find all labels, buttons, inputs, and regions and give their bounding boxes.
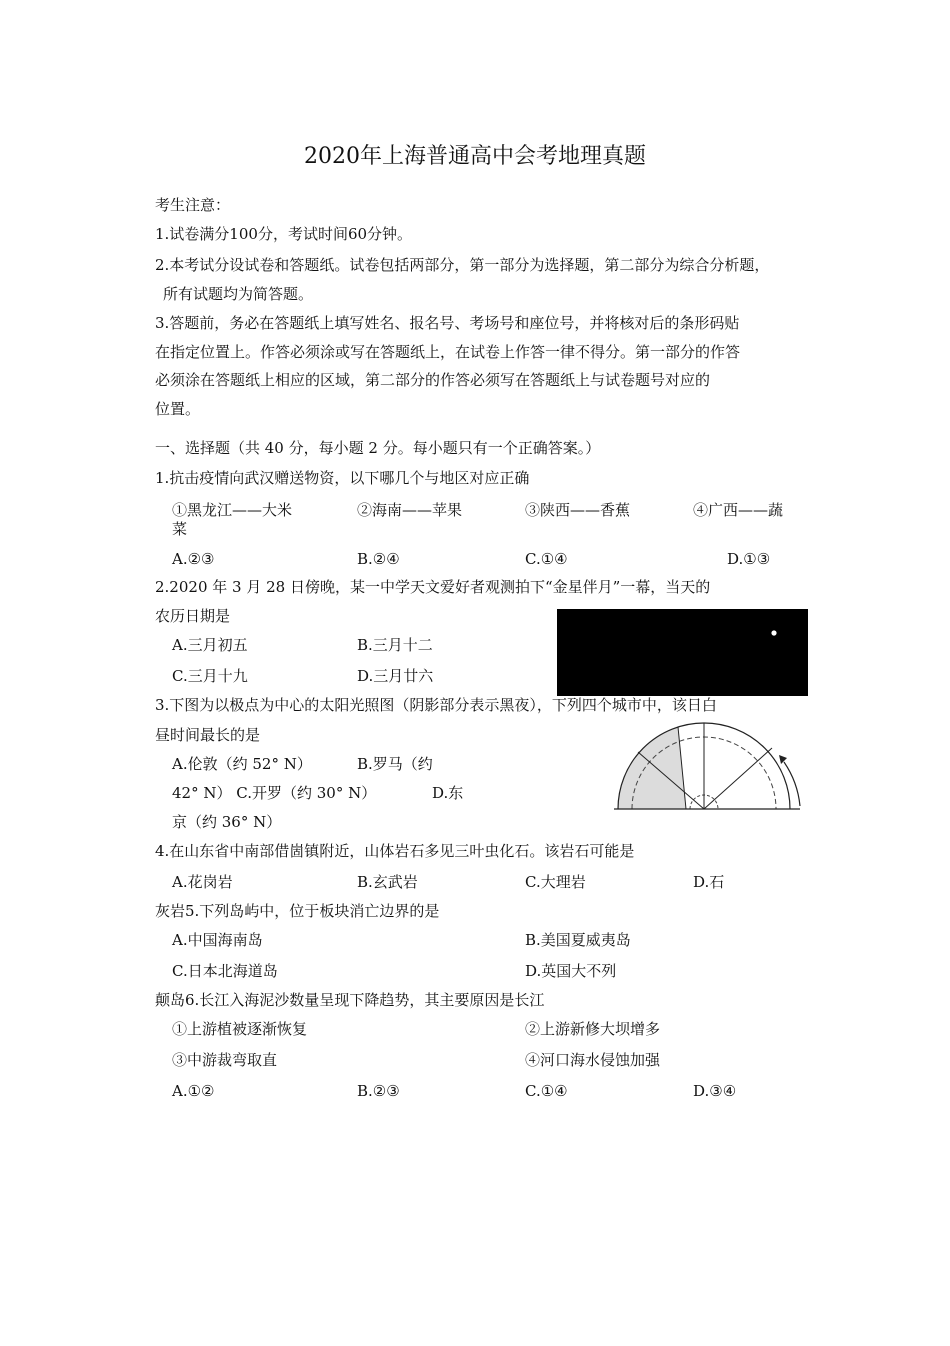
q4-option-c: C.大理岩	[525, 873, 586, 891]
q1-option-d: D.①③	[727, 550, 771, 568]
q2-option-c: C.三月十九	[172, 667, 248, 685]
q2-stem-line-1: 2.2020 年 3 月 28 日傍晚，某一中学天文爱好者观测拍下“金星伴月”一幕，当天的	[155, 578, 711, 596]
q4-stem: 4.在山东省中南部借崮镇附近，山体岩石多见三叶虫化石。该岩石可能是	[155, 842, 635, 860]
rotation-arrow-icon	[779, 755, 787, 764]
q5-option-c: C.日本北海道岛	[172, 962, 278, 980]
q3-stem-line-1: 3.下图为以极点为中心的太阳光照图（阴影部分表示黑夜），下列四个城市中，该日白	[155, 696, 717, 714]
q3-option-d-wrap: 京（约 36° N）	[172, 813, 282, 831]
page-title: 2020年上海普通高中会考地理真题	[304, 144, 646, 169]
meridian-right	[704, 748, 772, 809]
notice-item-1: 1.试卷满分100分，考试时间60分钟。	[155, 225, 413, 243]
q3-option-b: B.罗马（约	[357, 755, 433, 773]
q6-item-4: ④河口海水侵蚀加强	[525, 1051, 661, 1069]
polar-illumination-svg	[612, 718, 806, 814]
crescent-moon	[616, 649, 637, 678]
q6-item-3: ③中游裁弯取直	[172, 1051, 278, 1069]
section-1-heading: 一、选择题（共 40 分，每小题 2 分。每小题只有一个正确答案。）	[155, 439, 601, 457]
notice-item-3-line-1: 3.答题前，务必在答题纸上填写姓名、报名号、考场号和座位号，并将核对后的条形码贴	[155, 314, 740, 332]
q6-option-b: B.②③	[357, 1082, 400, 1100]
q4-option-b: B.玄武岩	[357, 873, 418, 891]
q1-item-1: ①黑龙江——大米	[172, 501, 293, 519]
notice-item-3-line-2: 在指定位置上。作答必须涂或写在答题纸上，在试卷上作答一律不得分。第一部分的作答	[155, 343, 741, 361]
q1-option-a: A.②③	[172, 550, 215, 568]
q2-stem-line-2: 农历日期是	[155, 607, 231, 625]
q6-option-d: D.③④	[693, 1082, 737, 1100]
q2-option-d: D.三月廿六	[357, 667, 434, 685]
notice-item-3-line-3: 必须涂在答题纸上相应的区域，第二部分的作答必须写在答题纸上与试卷题号对应的	[155, 371, 711, 389]
notice-heading: 考生注意：	[155, 196, 231, 214]
q6-option-a: A.①②	[172, 1082, 215, 1100]
q4-option-a: A.花岗岩	[172, 873, 233, 891]
q1-stem: 1.抗击疫情向武汉赠送物资，以下哪几个与地区对应正确	[155, 469, 530, 487]
venus-moon-photo	[557, 609, 808, 696]
q1-item-2: ②海南——苹果	[357, 501, 463, 519]
q2-option-b: B.三月十二	[357, 636, 433, 654]
q2-option-a: A.三月初五	[172, 636, 248, 654]
q3-option-a: A.伦敦（约 52° N）	[172, 755, 312, 773]
q6-option-c: C.①④	[525, 1082, 568, 1100]
q5-option-a: A.中国海南岛	[172, 931, 263, 949]
q1-option-b: B.②④	[357, 550, 400, 568]
q1-item-4-wrap: 菜	[172, 520, 188, 538]
q6-stem: 颠岛6.长江入海泥沙数量呈现下降趋势，其主要原因是长江	[155, 991, 545, 1009]
q3-option-c: 42° N） C.开罗（约 30° N）	[172, 784, 377, 802]
q1-item-3: ③陕西——香蕉	[525, 501, 631, 519]
q5-option-d: D.英国大不列	[525, 962, 617, 980]
notice-item-2-line-2: 所有试题均为简答题。	[163, 285, 314, 303]
q3-stem-line-2: 昼时间最长的是	[155, 726, 261, 744]
notice-item-2-line-1: 2.本考试分设试卷和答题纸。试卷包括两部分，第一部分为选择题，第二部分为综合分析题，	[155, 256, 770, 274]
q5-stem: 灰岩5.下列岛屿中，位于板块消亡边界的是	[155, 902, 440, 920]
moon-venus-illustration	[557, 609, 808, 696]
notice-item-3-line-4: 位置。	[155, 400, 201, 418]
polar-illumination-diagram	[612, 718, 806, 814]
q3-option-d: D.东	[432, 784, 464, 802]
q1-item-4: ④广西——蔬	[693, 501, 784, 519]
q5-option-b: B.美国夏威夷岛	[525, 931, 631, 949]
venus-dot	[771, 630, 776, 635]
q6-item-2: ②上游新修大坝增多	[525, 1020, 661, 1038]
q4-option-d: D.石	[693, 873, 725, 891]
q6-item-1: ①上游植被逐渐恢复	[172, 1020, 308, 1038]
q1-option-c: C.①④	[525, 550, 568, 568]
